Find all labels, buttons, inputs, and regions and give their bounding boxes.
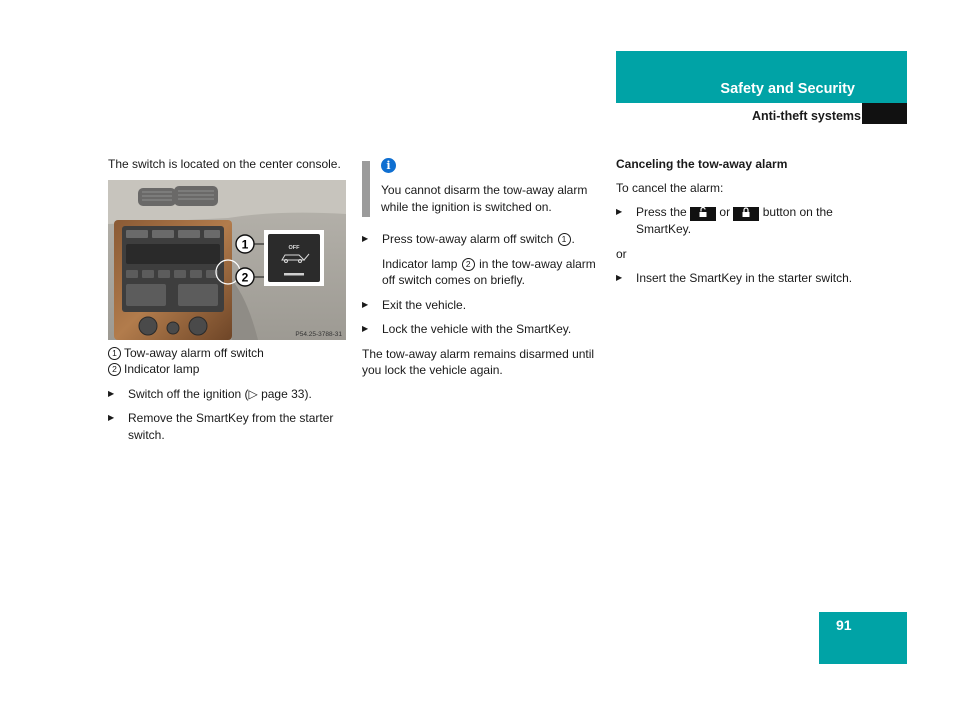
unlock-button-icon	[690, 207, 716, 221]
section-title: Safety and Security	[720, 81, 855, 97]
step-arrow-icon: ▶	[108, 388, 115, 398]
step-arrow-icon: ▶	[616, 273, 623, 282]
step-item: ▶ Remove the SmartKey from the starter switch.	[108, 411, 334, 442]
step-arrow-icon: ▶	[362, 324, 369, 333]
subsection-title: Anti-theft systems	[751, 109, 861, 123]
step-arrow-icon: ▶	[362, 299, 369, 309]
legend-item: 1 Tow-away alarm off switch	[108, 345, 353, 362]
indicator-lamp-icon	[284, 273, 304, 276]
callout-2: 2	[241, 270, 249, 284]
subheading: Canceling the tow-away alarm	[616, 157, 788, 171]
column-right	[616, 156, 861, 287]
inline-number: 1	[558, 233, 571, 246]
step-item: ▶ Lock the vehicle with the SmartKey.	[362, 322, 572, 336]
column-middle	[362, 156, 607, 379]
step-arrow-icon: ▶	[362, 234, 369, 243]
callout-1: 1	[241, 237, 249, 251]
section-tab-marker	[862, 103, 907, 124]
step-item: ▶ Switch off the ignition (▷ page 33).	[108, 386, 312, 401]
step-item: ▶ Press the or button on the SmartKey.	[616, 205, 833, 236]
or-text: or	[616, 246, 627, 261]
photo-code: P54.25-3788-31	[295, 330, 342, 338]
center-console-photo	[108, 180, 346, 340]
page-number: 91	[836, 617, 852, 633]
legend-item: 2 Indicator lamp	[108, 361, 353, 378]
step-item: ▶ Insert the SmartKey in the starter switch.	[616, 271, 853, 285]
info-note	[362, 158, 607, 215]
step-arrow-icon: ▶	[108, 413, 115, 422]
intro-paragraph: To cancel the alarm:	[616, 180, 724, 195]
intro-paragraph: The switch is located on the center console.	[108, 157, 341, 171]
info-text: You cannot disarm the tow-away alarm while the ignition is switched on.	[381, 183, 588, 214]
step-item: ▶ Press tow-away alarm off switch 1 .	[362, 232, 575, 246]
switch-off-label: OFF	[288, 244, 300, 251]
legend-number: 1	[108, 347, 121, 360]
lamp-note: Indicator lamp 2 in the tow-away alarm off switch comes on briefly.	[382, 256, 596, 287]
column-left	[108, 156, 353, 443]
info-bar	[362, 161, 370, 217]
legend-number: 2	[108, 363, 121, 376]
lock-button-icon	[733, 207, 759, 221]
section-header	[616, 51, 907, 103]
step-item: ▶ Exit the vehicle.	[362, 297, 467, 312]
info-icon: i	[381, 158, 396, 173]
step-arrow-icon: ▶	[616, 207, 623, 216]
page-number-box	[819, 612, 907, 664]
inline-number: 2	[462, 258, 475, 271]
conclusion-paragraph: The tow-away alarm remains disarmed until you lock the vehicle again.	[362, 346, 595, 377]
